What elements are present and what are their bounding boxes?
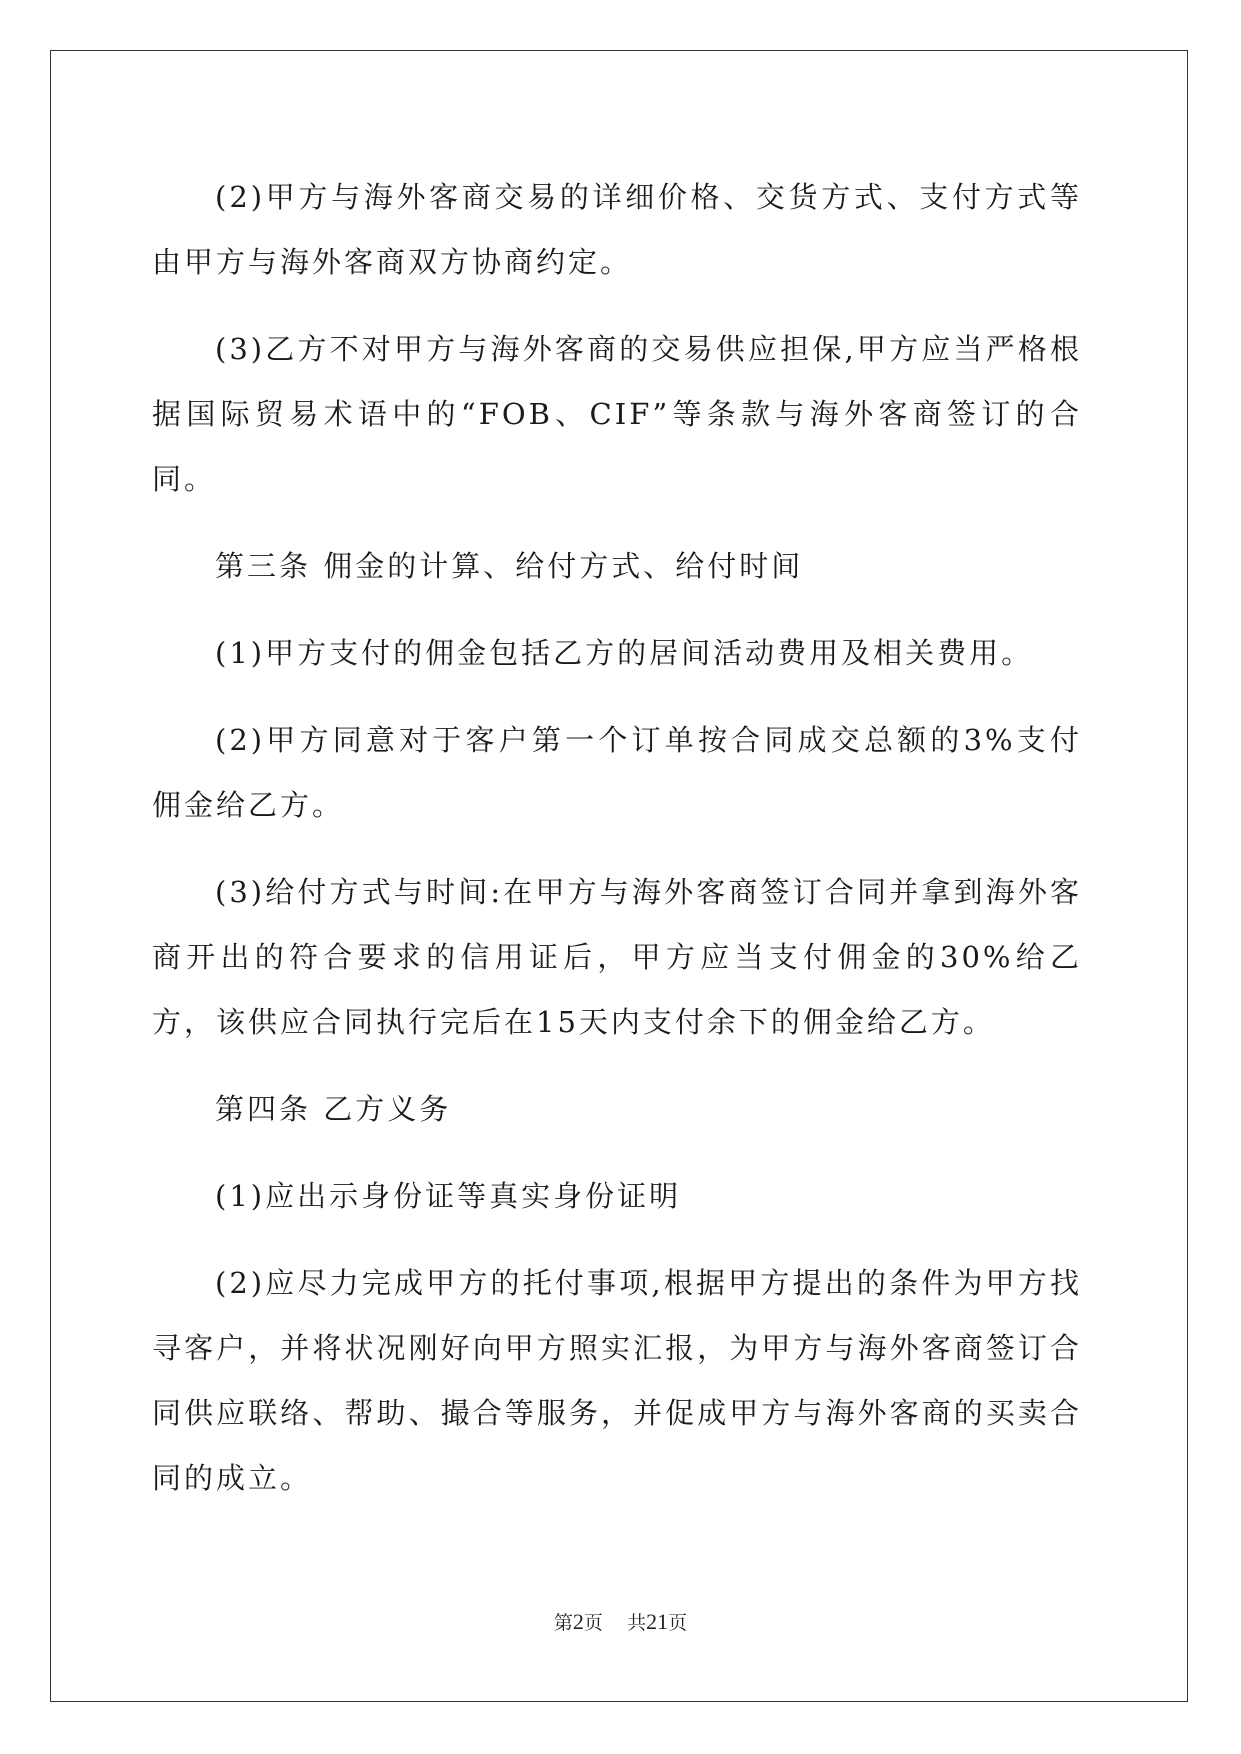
paragraph-clause-4-1: (1)应出示身份证等真实身份证明 [215,1179,682,1213]
total-prefix: 共 [627,1612,647,1634]
document-body [152,165,1082,1533]
total-suffix: 页 [668,1612,688,1634]
page-suffix: 页 [583,1612,603,1634]
page-prefix: 第 [553,1612,573,1634]
paragraph-clause-3-3: (3)给付方式与时间:在甲方与海外客商签订合同并拿到海外客商开出的符合要求的信用证后，甲方应当支付佣金的30%给乙方，该供应合同执行完后在15天内支付余下的佣金给乙方。 [152,875,1082,1039]
paragraph-clause-2-2: (2)甲方与海外客商交易的详细价格、交货方式、支付方式等由甲方与海外客商双方协商约定。 [152,180,1082,279]
article-4-heading: 第四条 乙方义务 [215,1092,452,1126]
page-footer [0,1608,1241,1635]
paragraph-clause-3-2: (2)甲方同意对于客户第一个订单按合同成交总额的3%支付佣金给乙方。 [152,723,1082,822]
total-pages: 21 [646,1609,669,1634]
paragraph-clause-2-3: (3)乙方不对甲方与海外客商的交易供应担保,甲方应当严格根据国际贸易术语中的“FOB、CIF”等条款与海外客商签订的合同。 [152,332,1082,496]
page-number: 2 [572,1609,584,1634]
paragraph-clause-3-1: (1)甲方支付的佣金包括乙方的居间活动费用及相关费用。 [215,636,1034,670]
article-3-heading: 第三条 佣金的计算、给付方式、给付时间 [215,549,804,583]
paragraph-clause-4-2: (2)应尽力完成甲方的托付事项,根据甲方提出的条件为甲方找寻客户，并将状况刚好向甲方照实汇报，为甲方与海外客商签订合同供应联络、帮助、撮合等服务，并促成甲方与海外客商的买卖合同的成立。 [152,1266,1082,1495]
